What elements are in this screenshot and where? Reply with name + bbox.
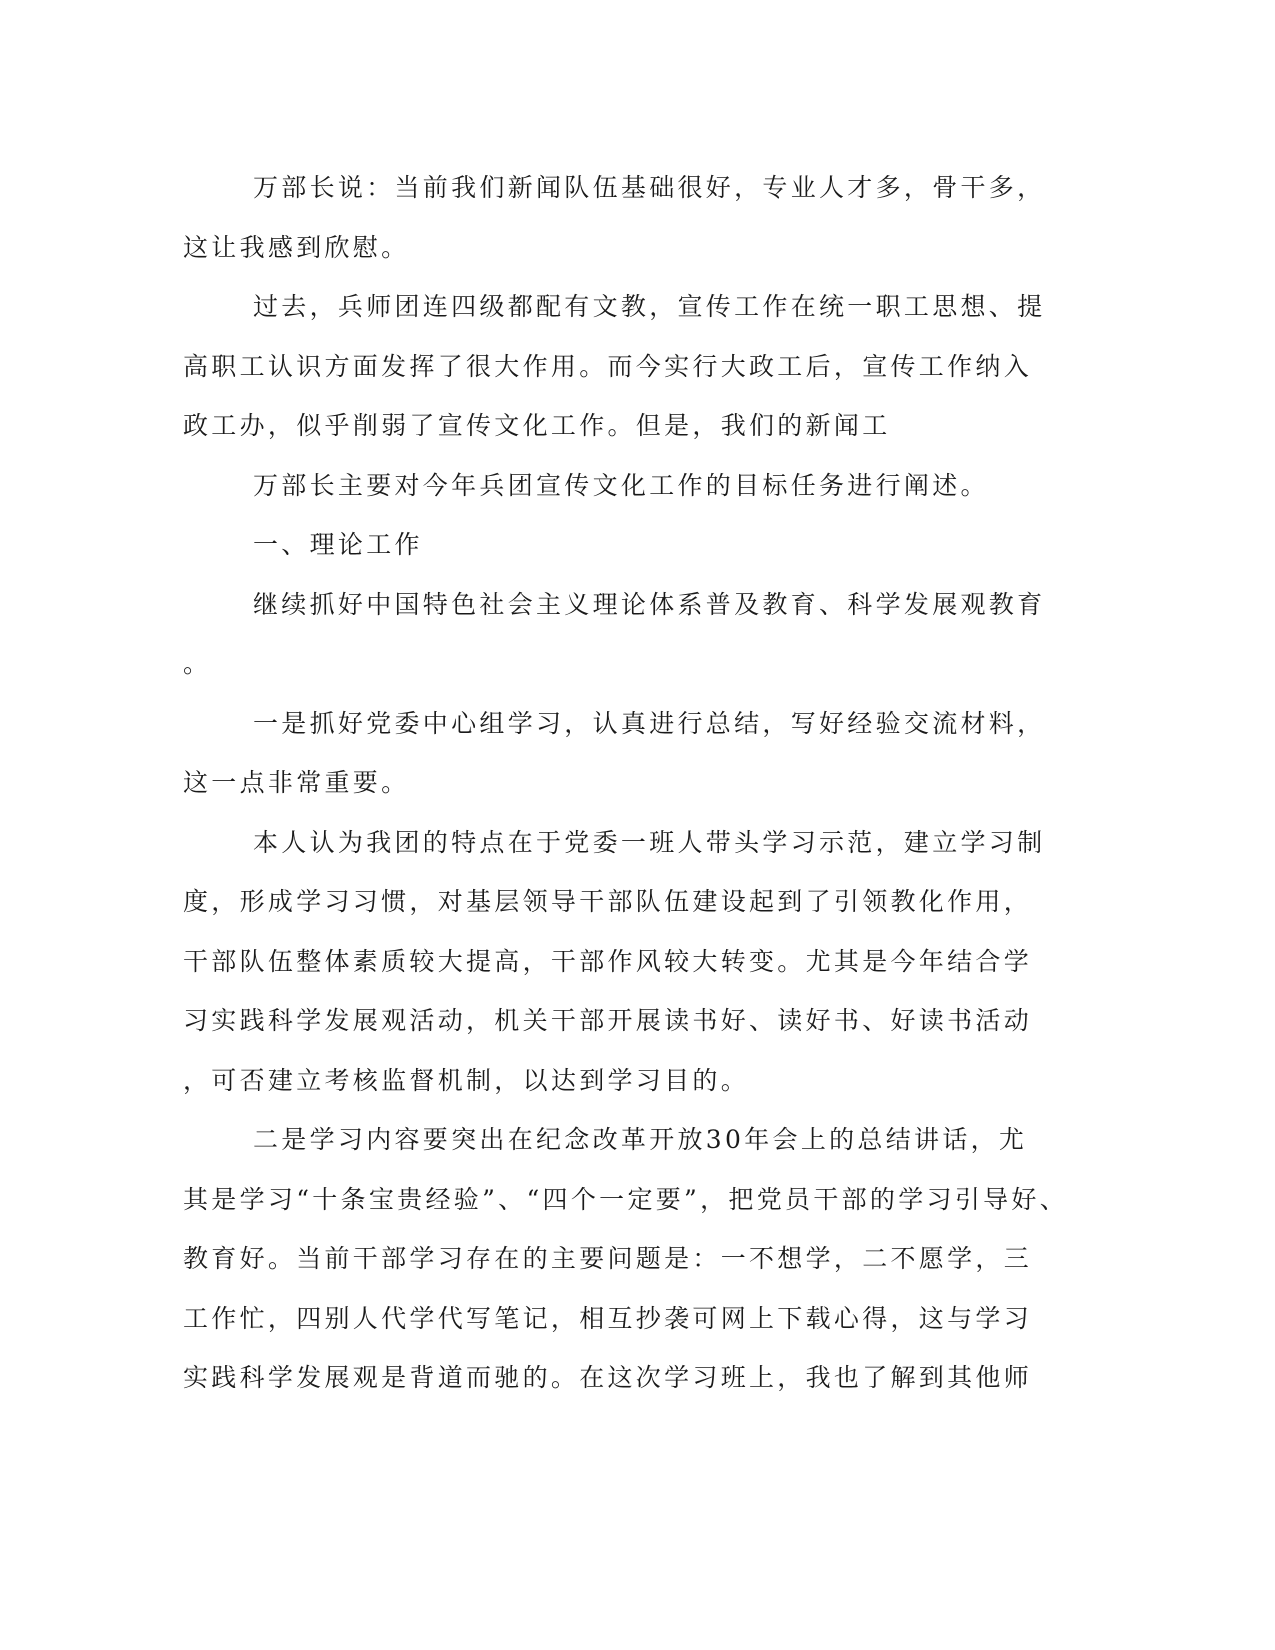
document-body (183, 158, 1069, 1408)
text-line: 干部队伍整体素质较大提高，干部作风较大转变。尤其是今年结合学 (183, 946, 1033, 976)
text-line: 实践科学发展观是背道而驰的。在这次学习班上，我也了解到其他师 (183, 1363, 1033, 1392)
text-line: 万部长说：当前我们新闻队伍基础很好，专业人才多，骨干多， (253, 173, 1046, 202)
text-line: 工作忙，四别人代学代写笔记，相互抄袭可网上下载心得，这与学习 (183, 1303, 1033, 1333)
text-line: 习实践科学发展观活动，机关干部开展读书好、读好书、好读书活动 (183, 1006, 1033, 1035)
text-line: ，可否建立考核监督机制，以达到学习目的。 (183, 1065, 750, 1095)
text-line: 这一点非常重要。 (183, 768, 410, 797)
text-line: 其是学习“十条宝贵经验”、“四个一定要”，把党员干部的学习引导好、 (183, 1184, 1069, 1214)
text-line: 万部长主要对今年兵团宣传文化工作的目标任务进行阐述。 (253, 470, 989, 500)
text-line: 这让我感到欣慰。 (183, 232, 410, 262)
text-line: 二是学习内容要突出在纪念改革开放30年会上的总结讲话，尤 (253, 1125, 1028, 1154)
text-line: 政工办，似乎削弱了宣传文化工作。但是，我们的新闻工 (183, 411, 891, 440)
text-line: 。 (183, 649, 212, 678)
text-line: 高职工认识方面发挥了很大作用。而今实行大政工后，宣传工作纳入 (183, 351, 1033, 381)
text-line: 过去，兵师团连四级都配有文教，宣传工作在统一职工思想、提 (253, 292, 1046, 321)
text-line: 继续抓好中国特色社会主义理论体系普及教育、科学发展观教育 (253, 589, 1046, 619)
text-line: 一是抓好党委中心组学习，认真进行总结，写好经验交流材料， (253, 708, 1046, 738)
text-line: 度，形成学习习惯，对基层领导干部队伍建设起到了引领教化作用， (183, 887, 1033, 916)
text-line: 本人认为我团的特点在于党委一班人带头学习示范，建立学习制 (253, 827, 1046, 857)
section-heading: 一、理论工作 (253, 530, 423, 559)
text-line: 教育好。当前干部学习存在的主要问题是：一不想学，二不愿学，三 (183, 1244, 1033, 1273)
